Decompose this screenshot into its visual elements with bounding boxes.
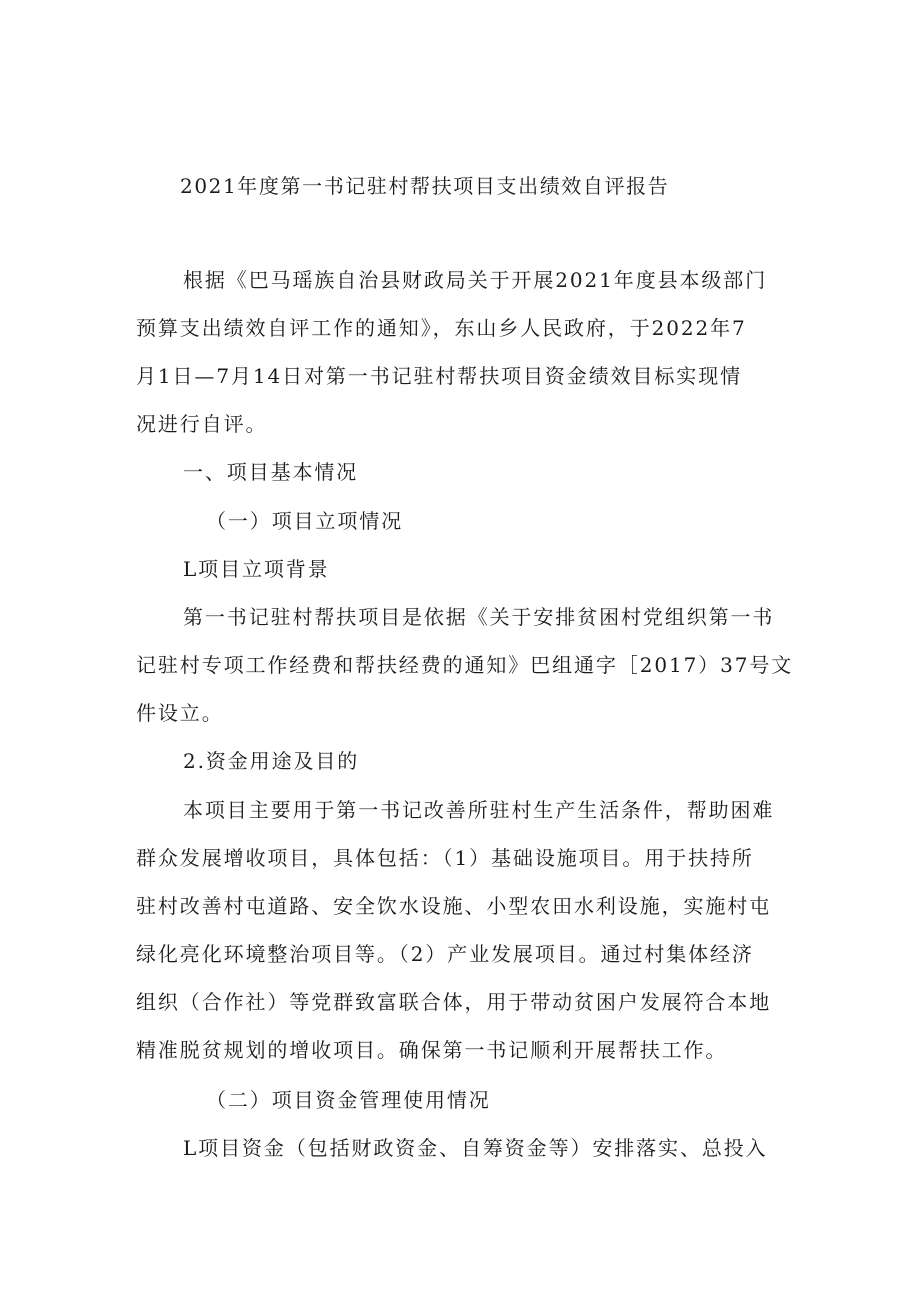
paragraph-line: 预算支出绩效自评工作的通知》，东山乡人民政府，于2022年7 bbox=[136, 316, 747, 340]
paragraph-line: 本项目主要用于第一书记改善所驻村生产生活条件，帮助困难 bbox=[183, 798, 775, 822]
item-heading: 2.资金用途及目的 bbox=[183, 749, 360, 773]
paragraph-line: 根据《巴马瑶族自治县财政局关于开展2021年度县本级部门 bbox=[183, 268, 768, 292]
document-title: 2021年度第一书记驻村帮扶项目支出绩效自评报告 bbox=[180, 174, 670, 198]
subsection-heading: （一）项目立项情况 bbox=[206, 509, 404, 533]
paragraph-line: 绿化亮化环境整治项目等。（2）产业发展项目。通过村集体经济 bbox=[136, 942, 754, 966]
paragraph-line: 记驻村专项工作经费和帮扶经费的通知》巴组通字［2017）37号文 bbox=[136, 653, 794, 677]
paragraph-line: 况进行自评。 bbox=[136, 412, 268, 436]
paragraph-line: 驻村改善村屯道路、安全饮水设施、小型农田水利设施，实施村屯 bbox=[136, 894, 772, 918]
subsection-heading: （二）项目资金管理使用情况 bbox=[206, 1088, 491, 1112]
paragraph-line: 群众发展增收项目，具体包括：（1）基础设施项目。用于扶持所 bbox=[136, 846, 754, 870]
section-heading: 一、项目基本情况 bbox=[183, 460, 359, 484]
paragraph-line: 月1日—7月14日对第一书记驻村帮扶项目资金绩效目标实现情 bbox=[136, 364, 742, 388]
paragraph-line: 精准脱贫规划的增收项目。确保第一书记顺利开展帮扶工作。 bbox=[136, 1038, 728, 1062]
paragraph-line: 件设立。 bbox=[136, 701, 224, 725]
item-heading: L项目立项背景 bbox=[183, 557, 330, 581]
paragraph-line: 组织（合作社）等党群致富联合体，用于带动贫困户发展符合本地 bbox=[136, 990, 772, 1014]
paragraph-line: L项目资金（包括财政资金、自筹资金等）安排落实、总投入 bbox=[183, 1136, 768, 1160]
paragraph-line: 第一书记驻村帮扶项目是依据《关于安排贫困村党组织第一书 bbox=[183, 605, 775, 629]
